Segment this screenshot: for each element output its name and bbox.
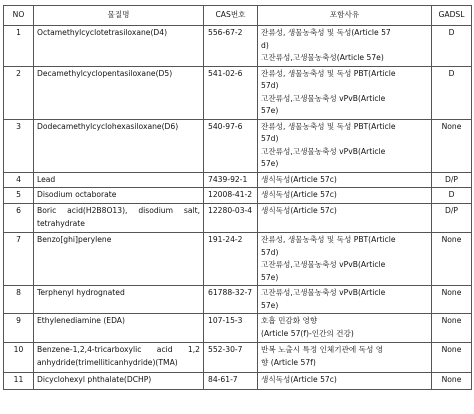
substance-name: Ethylenediamine (EDA)	[34, 314, 204, 343]
gadsl-code: D/P	[432, 204, 472, 233]
substance-name: Boric acid(H2B8O13), disodium salt, tetrahydrate	[34, 204, 204, 233]
substance-name: Lead	[34, 172, 204, 188]
row-number: 10	[4, 343, 34, 373]
gadsl-code: D	[432, 26, 472, 67]
inclusion-reason-line: d)	[261, 40, 269, 50]
inclusion-reason-line: 잔류성, 생물농축성 및 독성(Article 57	[261, 28, 391, 37]
inclusion-reason-line: 57d)	[261, 134, 279, 143]
gadsl-code: None	[432, 119, 472, 172]
row-number: 4	[4, 172, 34, 188]
substance-name: Disodium octaborate	[34, 188, 204, 204]
inclusion-reason	[258, 314, 432, 343]
cas-number: 556-67-2	[204, 26, 258, 67]
row-number: 9	[4, 314, 34, 343]
gadsl-code: D	[432, 66, 472, 119]
cas-number: 552-30-7	[204, 343, 258, 373]
substance-table	[3, 5, 472, 390]
inclusion-reason	[258, 204, 432, 233]
inclusion-reason	[258, 119, 432, 172]
gadsl-code: None	[432, 373, 472, 390]
row-number: 5	[4, 188, 34, 204]
row-number: 1	[4, 26, 34, 67]
substance-name: Dicyclohexyl phthalate(DCHP)	[34, 373, 204, 390]
substance-name: Decamethylcyclopentasiloxane(D5)	[34, 66, 204, 119]
table-row	[4, 343, 472, 373]
gadsl-code: None	[432, 286, 472, 314]
inclusion-reason-line: 57d)	[261, 81, 279, 90]
row-number: 2	[4, 66, 34, 119]
gadsl-code: None	[432, 343, 472, 373]
gadsl-code: None	[432, 233, 472, 286]
inclusion-reason-line: 잔류성, 생물농축성 및 독성 PBT(Article	[261, 235, 396, 244]
row-number: 3	[4, 119, 34, 172]
table-row	[4, 26, 472, 67]
cas-number: 61788-32-7	[204, 286, 258, 314]
inclusion-reason-line: 57e)	[261, 159, 279, 168]
inclusion-reason-line: 57d)	[261, 247, 279, 257]
header-reason: 포함사유	[258, 6, 432, 26]
inclusion-reason-line: 생식독성(Article 57c)	[261, 206, 337, 215]
table-row	[4, 204, 472, 233]
table-row	[4, 233, 472, 286]
substance-name: Benzo[ghi]perylene	[34, 233, 204, 286]
substance-name: Octamethylcyclotetrasiloxane(D4)	[34, 26, 204, 67]
inclusion-reason-line: 반복 노출시 특정 인체기관에 독성 영	[261, 345, 384, 354]
substance-name: Dodecamethylcyclohexasiloxane(D6)	[34, 119, 204, 172]
table-row	[4, 188, 472, 204]
inclusion-reason	[258, 286, 432, 314]
inclusion-reason-line: (Article 57(f)-인간의 건강)	[261, 328, 354, 338]
cas-number: 12008-41-2	[204, 188, 258, 204]
cas-number: 541-02-6	[204, 66, 258, 119]
cas-number: 84-61-7	[204, 373, 258, 390]
row-number: 6	[4, 204, 34, 233]
gadsl-code: D/P	[432, 172, 472, 188]
table-row	[4, 373, 472, 390]
inclusion-reason-line: 고잔류성,고생물농축성 vPvB(Article	[261, 288, 386, 297]
header-gadsl: GADSL	[432, 6, 472, 26]
inclusion-reason-line: 고잔류성,고생물농축성 vPvB(Article	[261, 146, 386, 156]
inclusion-reason	[258, 188, 432, 204]
row-number: 7	[4, 233, 34, 286]
header-row	[4, 6, 472, 26]
inclusion-reason-line: 57e)	[261, 106, 279, 115]
inclusion-reason-line: 잔류성, 생물농축성 및 독성 PBT(Article	[261, 121, 396, 131]
inclusion-reason-line: 생식독성(Article 57c)	[261, 174, 337, 184]
inclusion-reason-line: 잔류성, 생물농축성 및 독성 PBT(Article	[261, 68, 396, 78]
cas-number: 7439-92-1	[204, 172, 258, 188]
cas-number: 540-97-6	[204, 119, 258, 172]
cas-number: 191-24-2	[204, 233, 258, 286]
table-row	[4, 172, 472, 188]
table-row	[4, 66, 472, 119]
table-body	[4, 26, 472, 390]
gadsl-code: None	[432, 314, 472, 343]
inclusion-reason-line: 고잔류성,고생물농축성(Article 57e)	[261, 53, 384, 62]
cas-number: 12280-03-4	[204, 204, 258, 233]
inclusion-reason-line: 고잔류성,고생물농축성 vPvB(Article	[261, 93, 386, 103]
header-name: 물질명	[34, 6, 204, 26]
row-number: 8	[4, 286, 34, 314]
table-row	[4, 314, 472, 343]
inclusion-reason-line: 57e)	[261, 272, 279, 282]
inclusion-reason-line: 고잔류성,고생물농축성 vPvB(Article	[261, 260, 386, 269]
inclusion-reason-line: 향 (Article 57f)	[261, 357, 316, 367]
inclusion-reason-line: 생식독성(Article 57c)	[261, 190, 337, 199]
inclusion-reason	[258, 373, 432, 390]
cas-number: 107-15-3	[204, 314, 258, 343]
substance-name: Benzene-1,2,4-tricarboxylic acid 1,2 anhydride(trimelliticanhydride)(TMA)	[34, 343, 204, 373]
substance-name: Terphenyl hydrognated	[34, 286, 204, 314]
inclusion-reason-line: 생식독성(Article 57c)	[261, 375, 337, 384]
gadsl-code: D	[432, 188, 472, 204]
header-cas: CAS번호	[204, 6, 258, 26]
inclusion-reason	[258, 233, 432, 286]
inclusion-reason-line: 호흡 민감화 영향	[261, 316, 318, 325]
inclusion-reason	[258, 343, 432, 373]
inclusion-reason	[258, 66, 432, 119]
table-row	[4, 119, 472, 172]
header-no: NO	[4, 6, 34, 26]
inclusion-reason	[258, 172, 432, 188]
table-row	[4, 286, 472, 314]
inclusion-reason	[258, 26, 432, 67]
inclusion-reason-line: 57e)	[261, 300, 279, 310]
row-number: 11	[4, 373, 34, 390]
